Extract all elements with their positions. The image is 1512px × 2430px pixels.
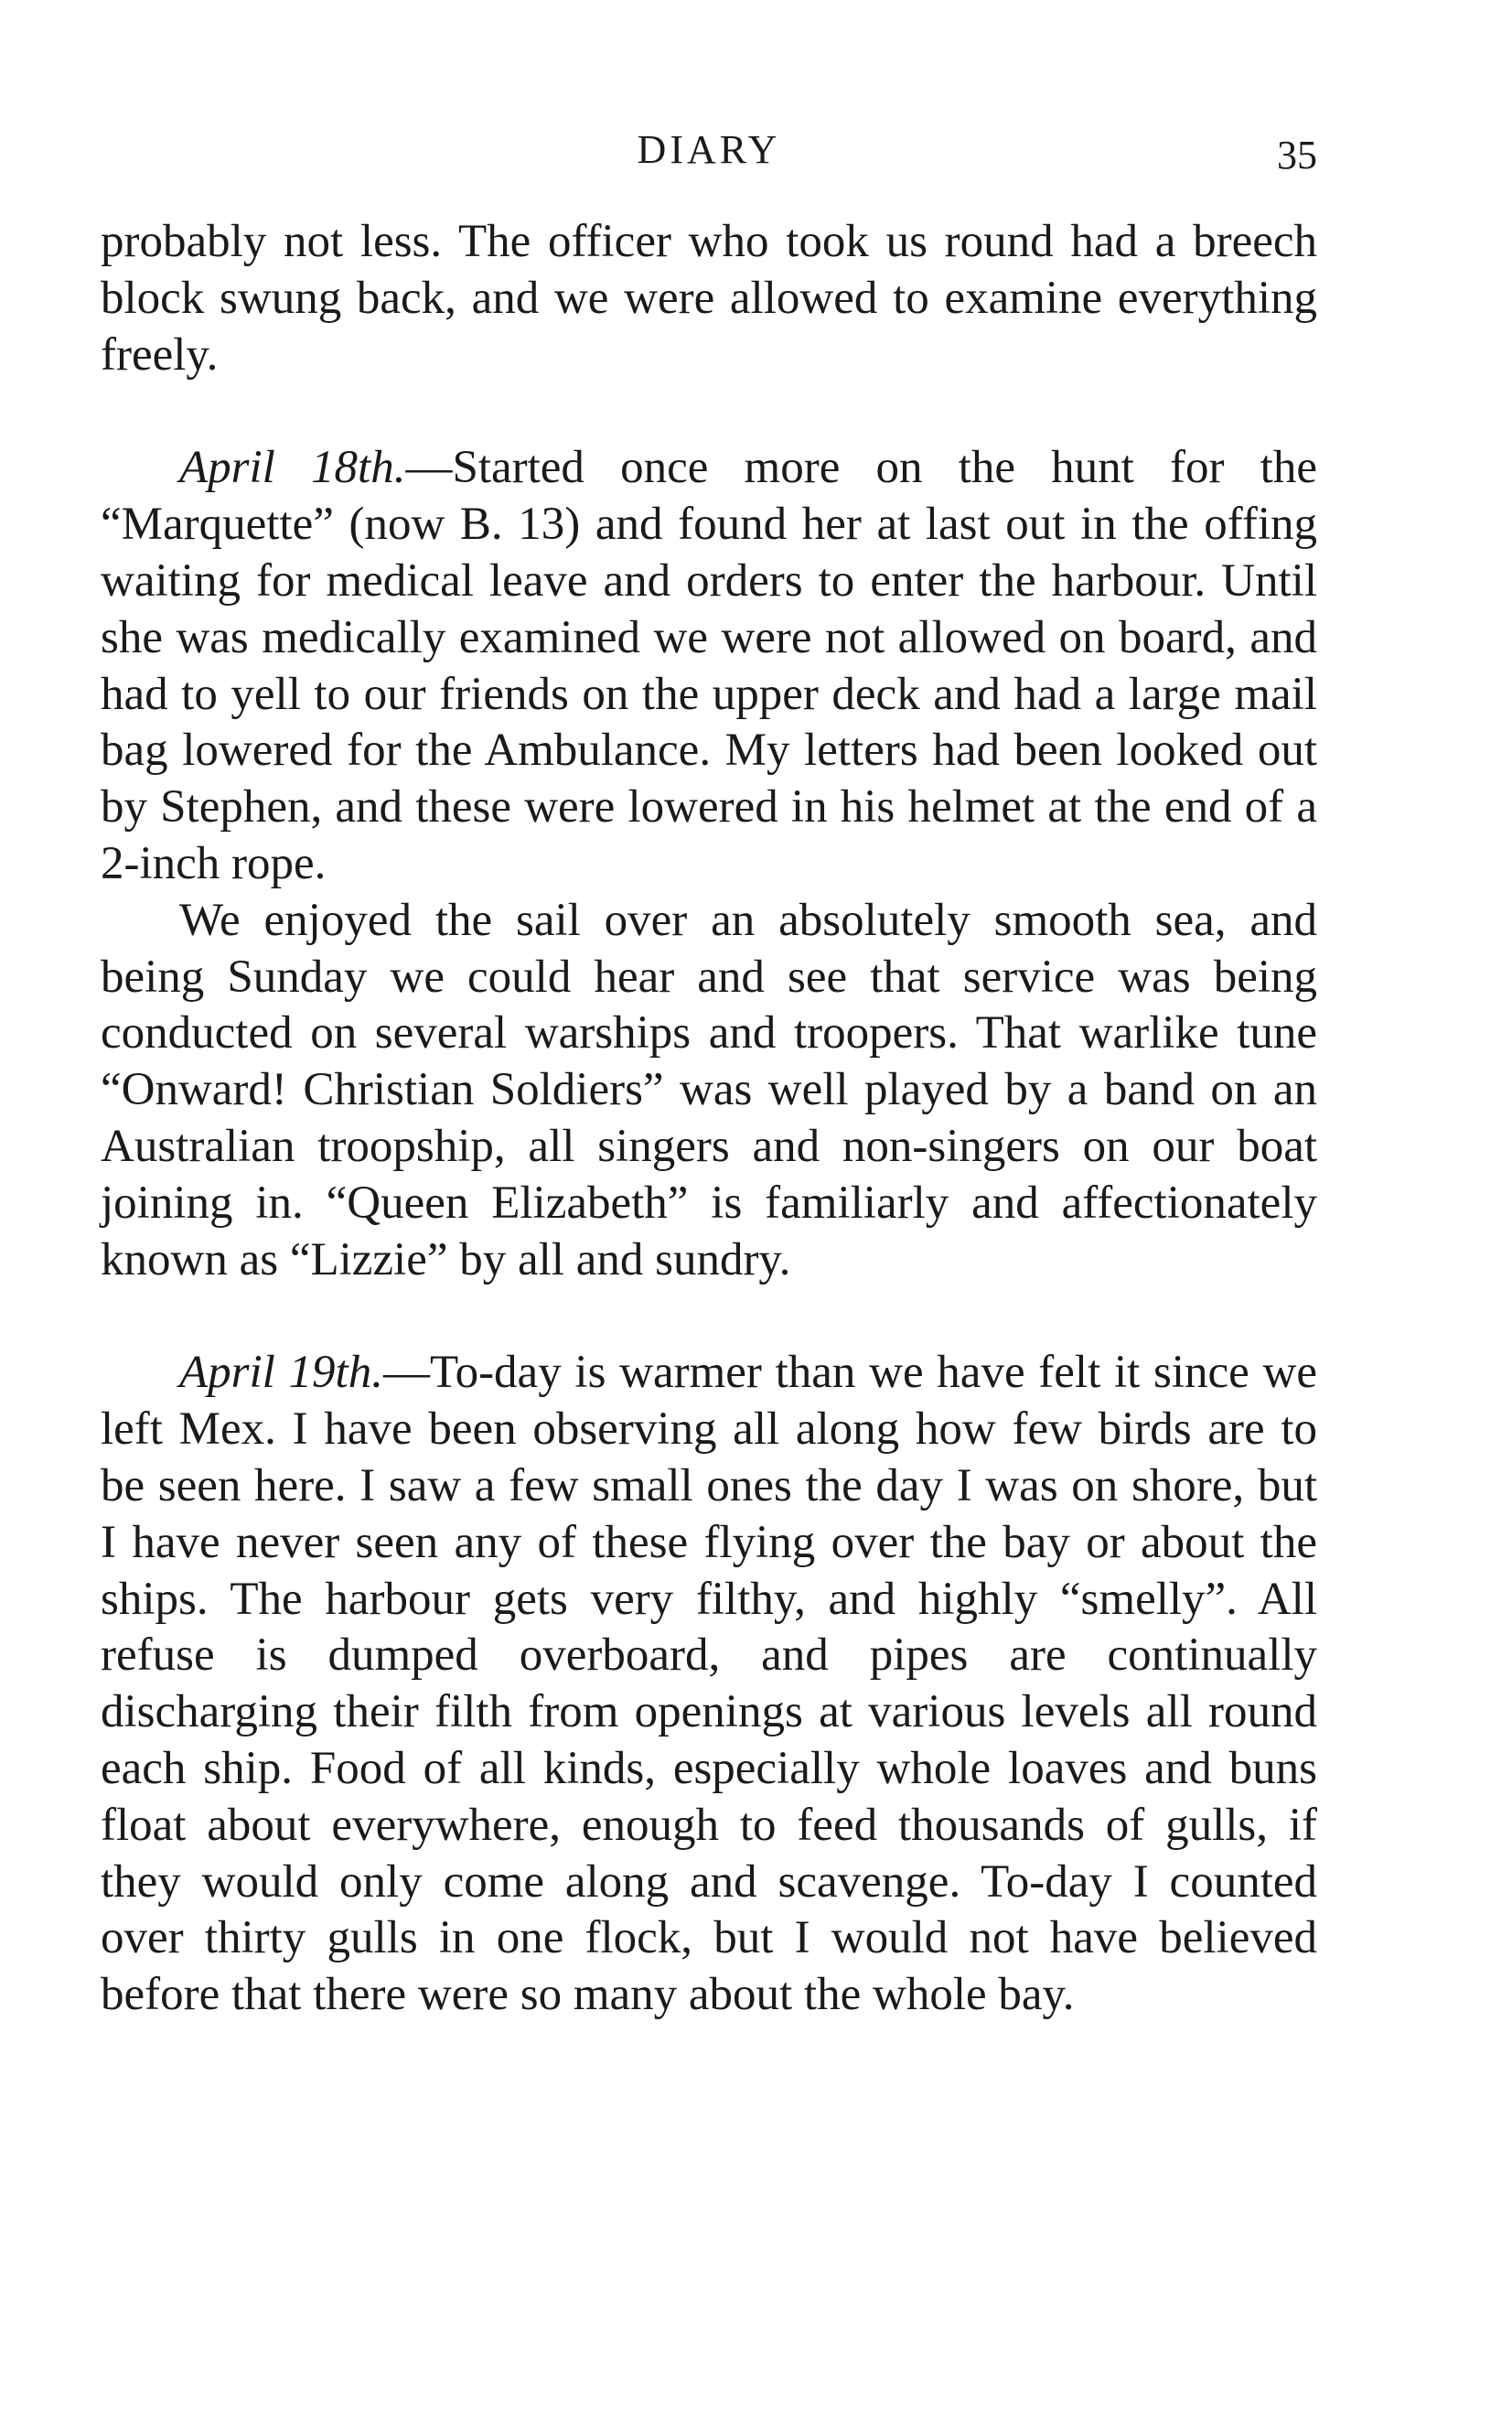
page-header xyxy=(101,117,1317,177)
paragraph-continuation xyxy=(101,214,1317,383)
entry-date: April 18th. xyxy=(179,442,406,494)
entry-date: April 19th. xyxy=(179,1347,383,1399)
paragraph-sail xyxy=(101,893,1317,1289)
diary-entry-april-19 xyxy=(101,1345,1317,2024)
page-number: 35 xyxy=(1277,133,1317,177)
running-head: DIARY xyxy=(637,127,781,172)
paragraph-text: —To-day is warmer than we have felt it since we left Mex. I have been observing all along how few birds are to be seen here. I saw a few small ones the day I was on shore, but I have never seen any of these flying over the bay or about the ships. The harbour gets very filthy, and highly “smelly”. All refuse is dumped overboard, and pipes are continually discharging their filth from openings at various levels all round each ship. Food of all kinds, especially whole loaves and buns float about everywhere, enough to feed thousands of gulls, if they would only come along and scavenge. To-day I counted over thirty gulls in one flock, but I would not have believed before that there were so many about the whole bay. xyxy=(101,1347,1317,2021)
diary-entry-april-18 xyxy=(101,440,1317,892)
paragraph-text: probably not less. The officer who took us round had a breech block swung back, and we were allowed to examine everything freely. xyxy=(101,216,1317,381)
paragraph-text: —Started once more on the hunt for the “Marquette” (now B. 13) and found her at last out in the offing waiting for medical leave and orders to enter the harbour. Until she was medically examined we were not allowed on board, and had to yell to our friends on the upper deck and had a large mail bag lowered for the Ambulance. My letters had been looked out by Stephen, and these were lowered in his helmet at the end of a 2-inch rope. xyxy=(101,442,1317,889)
body-text xyxy=(101,214,1317,2024)
paragraph-text: We enjoyed the sail over an absolutely smooth sea, and being Sunday we could hear and see that service was being conducted on several warships and troopers. That warlike tune “Onward! Christian Soldiers” was well played by a band on an Australian troopship, all singers and non-singers on our boat joining in. “Queen Elizabeth” is familiarly and affectionately known as “Lizzie” by all and sundry. xyxy=(101,894,1317,1285)
